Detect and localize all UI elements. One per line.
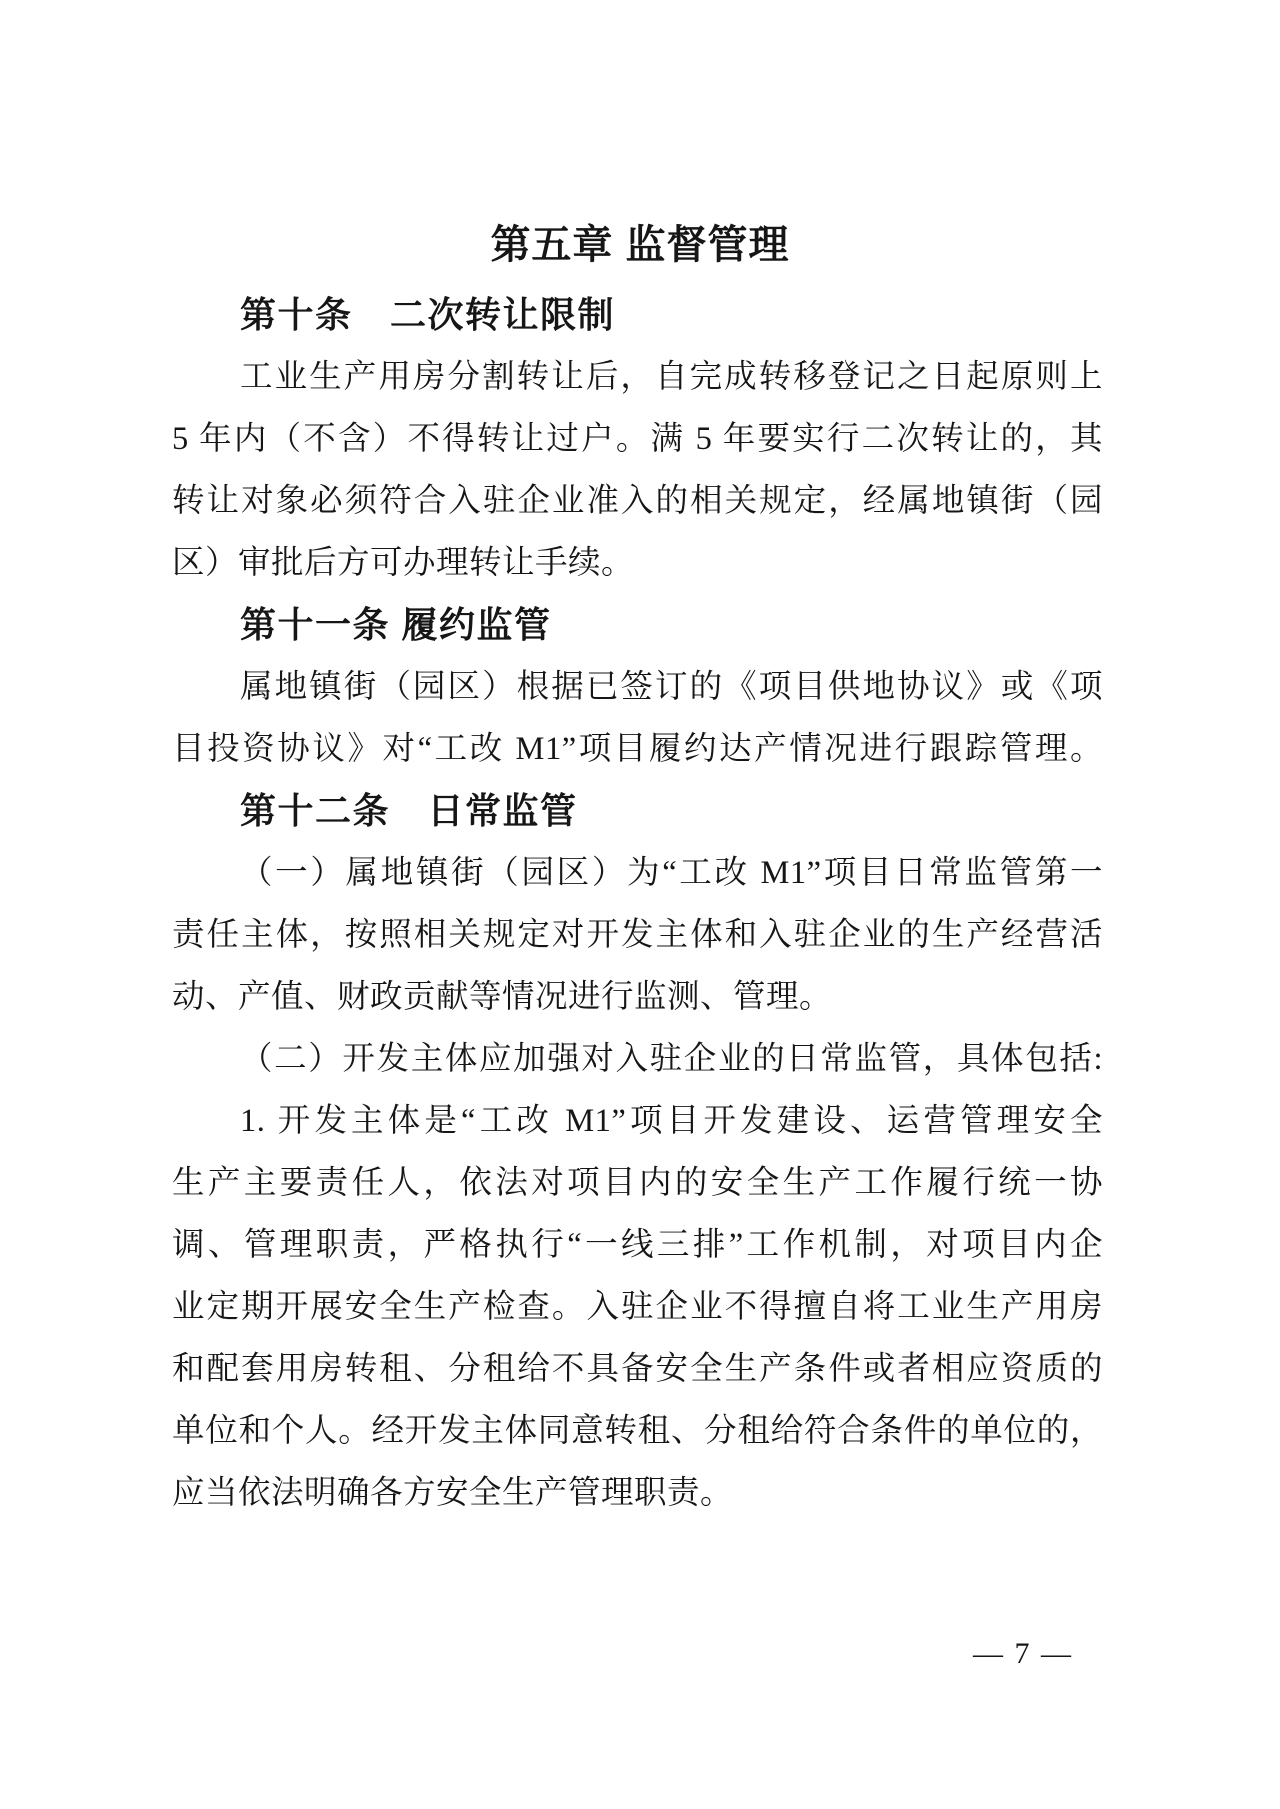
text-line: 5 年内（不含）不得转让过户。满 5 年要实行二次转让的，其 <box>172 421 1103 457</box>
text-line: 和配套用房转租、分租给不具备安全生产条件或者相应资质的 <box>172 1351 1103 1387</box>
text-line: 转让对象必须符合入驻企业准入的相关规定，经属地镇街（园 <box>172 483 1103 519</box>
chapter-heading: 第五章 监督管理 <box>490 223 790 267</box>
text-line: 调、管理职责，严格执行“一线三排”工作机制，对项目内企 <box>172 1227 1103 1263</box>
text-line: 1. 开发主体是“工改 M1”项目开发建设、运营管理安全 <box>240 1103 1103 1139</box>
text-line: 属地镇街（园区）根据已签订的《项目供地协议》或《项 <box>240 669 1103 705</box>
article-heading: 第十条 二次转让限制 <box>240 294 616 335</box>
text-line: 应当依法明确各方安全生产管理职责。 <box>172 1475 734 1511</box>
text-line: （二）开发主体应加强对入驻企业的日常监管，具体包括: <box>240 1041 1103 1077</box>
text-line: 目投资协议》对“工改 M1”项目履约达产情况进行跟踪管理。 <box>172 731 1103 767</box>
text-line: 区）审批后方可办理转让手续。 <box>172 545 635 581</box>
text-line: 业定期开展安全生产检查。入驻企业不得擅自将工业生产用房 <box>172 1289 1103 1325</box>
page-number: — 7 — <box>973 1637 1073 1670</box>
text-line: 生产主要责任人，依法对项目内的安全生产工作履行统一协 <box>172 1165 1103 1201</box>
text-line: 工业生产用房分割转让后，自完成转移登记之日起原则上 <box>240 359 1103 395</box>
text-line: （一）属地镇街（园区）为“工改 M1”项目日常监管第一 <box>240 855 1103 891</box>
text-line: 单位和个人。经开发主体同意转租、分租给符合条件的单位的， <box>172 1413 1103 1449</box>
text-block <box>172 284 1103 1524</box>
article-heading: 第十二条 日常监管 <box>240 790 578 831</box>
text-line: 动、产值、财政贡献等情况进行监测、管理。 <box>172 979 833 1015</box>
text-line: 责任主体，按照相关规定对开发主体和入驻企业的生产经营活 <box>172 917 1103 953</box>
article-heading: 第十一条 履约监管 <box>240 604 552 645</box>
